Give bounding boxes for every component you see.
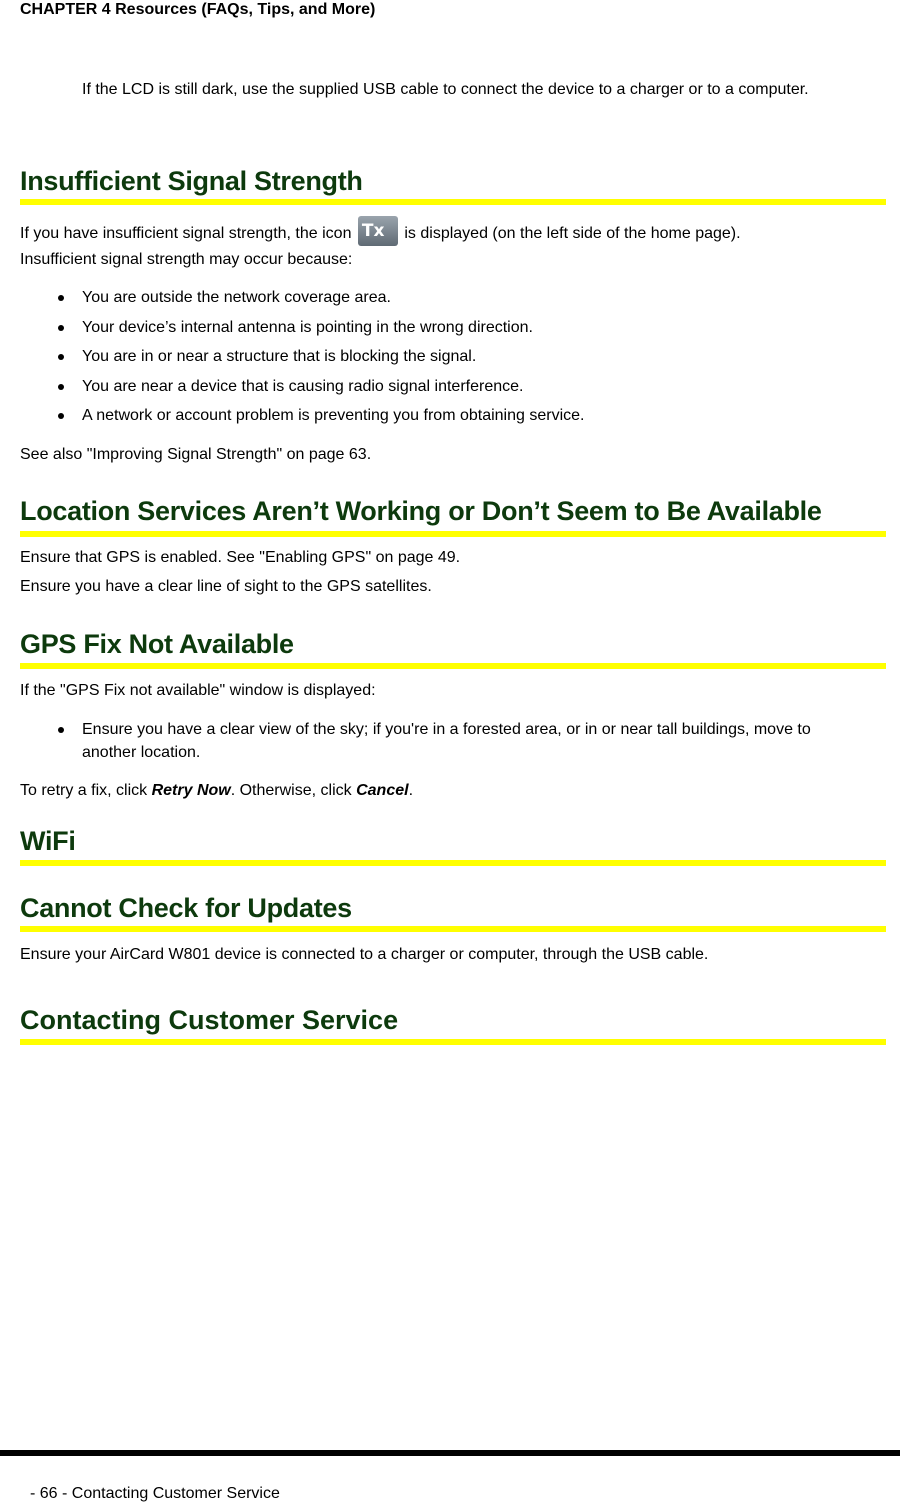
intro-text: If the LCD is still dark, use the supplied USB cable to connect the device to a charger or to a computer. <box>82 81 809 98</box>
location-body <box>20 546 886 598</box>
retry-before: To retry a fix, click <box>20 782 148 799</box>
cancel-label: Cancel <box>356 782 409 799</box>
bullet-text: Your device’s internal antenna is pointing in the wrong direction. <box>82 318 533 336</box>
retry-middle: . Otherwise, click <box>230 782 352 799</box>
updates-body <box>20 943 886 966</box>
signal-see-also <box>20 443 886 466</box>
list-item <box>20 286 886 309</box>
list-item <box>20 345 886 368</box>
retry-paragraph <box>20 779 886 802</box>
gpsfix-heading-rule <box>20 663 886 669</box>
signal-p1-before: If you have insufficient signal strength, the icon <box>20 225 352 243</box>
signal-p1-after: is displayed (on the left side of the home page). <box>404 225 741 243</box>
bullet-icon <box>58 354 64 360</box>
bullet-icon <box>58 413 64 419</box>
signal-heading: Insufficient Signal Strength <box>20 166 363 196</box>
gpsfix-body <box>20 679 886 702</box>
section-wifi <box>20 825 886 857</box>
list-item <box>20 404 886 427</box>
signal-paragraph-2: Insufficient signal strength may occur because: <box>20 251 353 268</box>
intro-paragraph <box>82 78 872 101</box>
page-footer: - 66 - Contacting Customer Service <box>30 1485 280 1502</box>
location-heading: Location Services Aren’t Working or Don’t Seem to Be Available <box>20 496 822 526</box>
updates-paragraph: Ensure your AirCard W801 device is connected to a charger or computer, through the USB cable. <box>20 946 709 963</box>
signal-heading-rule <box>20 199 886 205</box>
contact-heading-rule <box>20 1039 886 1045</box>
gpsfix-bullet-list <box>20 718 886 764</box>
section-location <box>20 495 886 527</box>
signal-bullet-list <box>20 286 886 427</box>
signal-paragraph-1 <box>20 222 886 246</box>
contact-heading: Contacting Customer Service <box>20 1005 399 1035</box>
retry-now-label: Retry Now <box>151 782 231 799</box>
footer-rule <box>0 1450 900 1456</box>
bullet-text: You are near a device that is causing radio signal interference. <box>82 377 524 395</box>
chapter-header: CHAPTER 4 Resources (FAQs, Tips, and More) <box>20 1 376 18</box>
wifi-heading-rule <box>20 860 886 866</box>
no-signal-icon <box>358 216 398 246</box>
section-updates <box>20 892 886 924</box>
section-signal <box>20 165 886 197</box>
gpsfix-bullets <box>20 718 886 771</box>
bullet-text: You are outside the network coverage area. <box>82 289 391 306</box>
gpsfix-retry <box>20 779 886 802</box>
list-item <box>20 718 886 764</box>
signal-bullets <box>20 286 886 434</box>
list-item <box>20 316 886 339</box>
updates-heading: Cannot Check for Updates <box>20 893 352 923</box>
bullet-icon <box>58 384 64 390</box>
wifi-heading: WiFi <box>20 826 76 856</box>
bullet-icon <box>58 727 64 733</box>
list-item <box>20 375 886 398</box>
location-heading-rule <box>20 531 886 537</box>
bullet-text: You are in or near a structure that is blocking the signal. <box>82 348 477 365</box>
gpsfix-heading: GPS Fix Not Available <box>20 629 294 659</box>
gpsfix-paragraph-1: If the "GPS Fix not available" window is displayed: <box>20 682 376 699</box>
bullet-text: Ensure you have a clear view of the sky; if you're in a forested area, or in or near tall buildings, move to another location. <box>82 721 811 761</box>
bullet-icon <box>58 325 64 331</box>
location-paragraph-2: Ensure you have a clear line of sight to the GPS satellites. <box>20 578 432 595</box>
section-contact <box>20 1004 886 1036</box>
updates-heading-rule <box>20 926 886 932</box>
signal-body <box>20 222 886 271</box>
bullet-text: A network or account problem is preventing you from obtaining service. <box>82 407 585 424</box>
bullet-icon <box>58 295 64 301</box>
retry-end: . <box>408 782 414 799</box>
see-also-link[interactable]: See also "Improving Signal Strength" on page 63. <box>20 446 372 463</box>
no-signal-icon-glyph: Tx <box>361 221 385 241</box>
section-gpsfix <box>20 628 886 660</box>
location-paragraph-1: Ensure that GPS is enabled. See "Enabling GPS" on page 49. <box>20 549 461 566</box>
